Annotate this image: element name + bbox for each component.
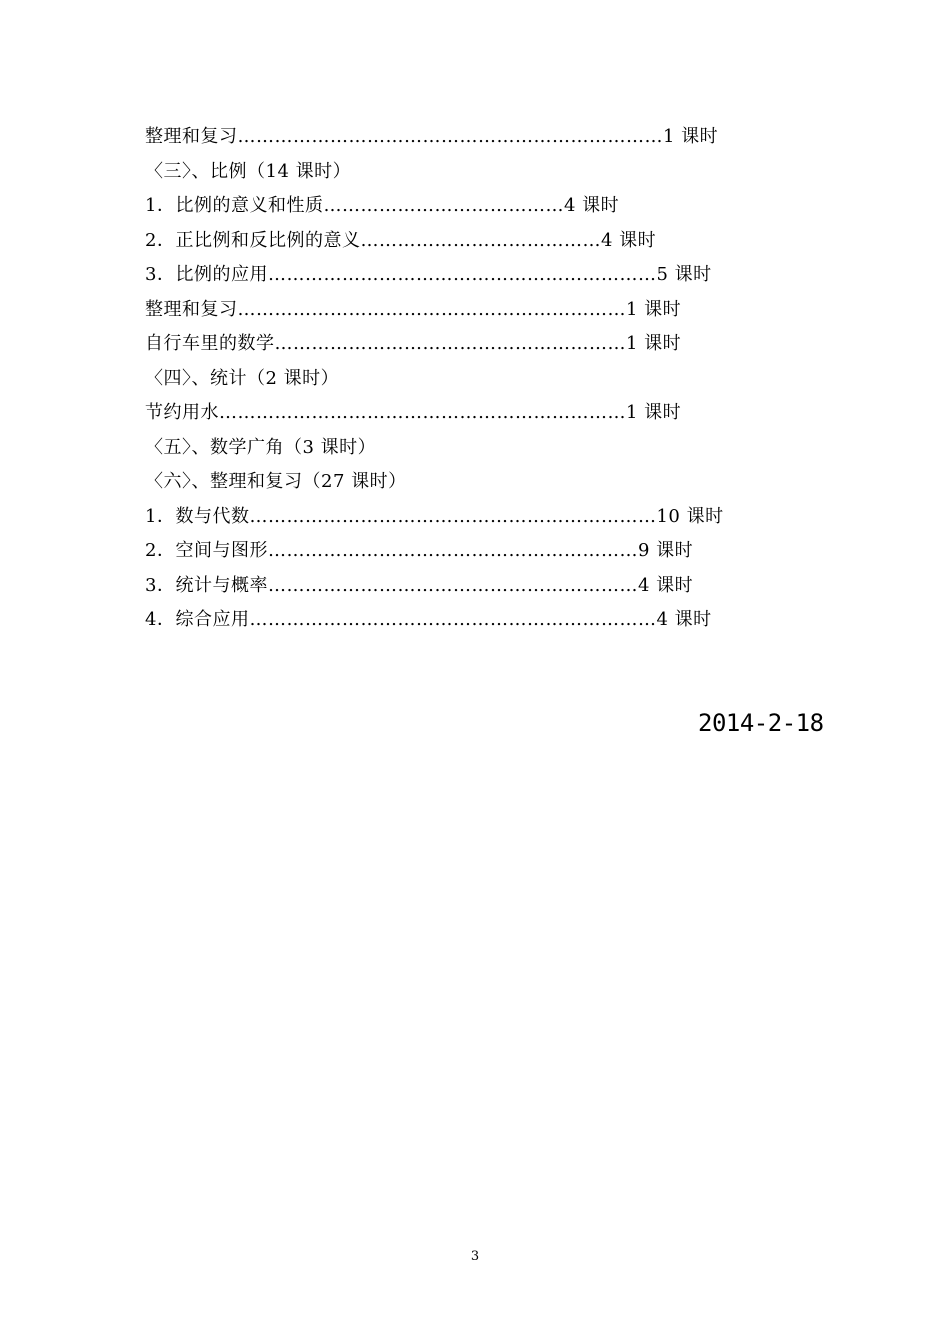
page-number: 3 bbox=[470, 1249, 480, 1264]
toc-entry-review-2: 整理和复习………………………………………………………1 课时 bbox=[145, 298, 682, 320]
toc-entry-water-saving: 节约用水…………………………………………………………1 课时 bbox=[145, 402, 682, 423]
toc-entry-bicycle-math: 自行车里的数学…………………………………………………1 课时 bbox=[145, 333, 682, 354]
toc-entry-proportion-meaning: 2．正比例和反比例的意义…………………………………4 课时 bbox=[145, 229, 657, 251]
toc-section-statistics: 〈四〉、统计（2 课时） bbox=[145, 367, 340, 389]
toc-section-ratio: 〈三〉、比例（14 课时） bbox=[145, 160, 352, 182]
toc-entry-ratio-meaning: 1．比例的意义和性质…………………………………4 课时 bbox=[145, 195, 620, 216]
toc-entry-integrated-application: 4．综合应用…………………………………………………………4 课时 bbox=[145, 609, 712, 630]
toc-entry-space-geometry: 2．空间与图形……………………………………………………9 课时 bbox=[145, 540, 694, 561]
document-date: 2014-2-18 bbox=[698, 709, 824, 737]
toc-entry-statistics-probability: 3．统计与概率……………………………………………………4 课时 bbox=[145, 574, 694, 596]
toc-entry-ratio-application: 3．比例的应用………………………………………………………5 课时 bbox=[145, 264, 712, 285]
toc-entry-review: 整理和复习……………………………………………………………1 课时 bbox=[145, 126, 719, 147]
toc-entry-number-algebra: 1．数与代数…………………………………………………………10 课时 bbox=[145, 505, 724, 527]
toc-section-review: 〈六〉、整理和复习（27 课时） bbox=[145, 471, 407, 492]
table-of-contents bbox=[145, 120, 765, 638]
toc-section-math-corner: 〈五〉、数学广角（3 课时） bbox=[145, 436, 377, 458]
